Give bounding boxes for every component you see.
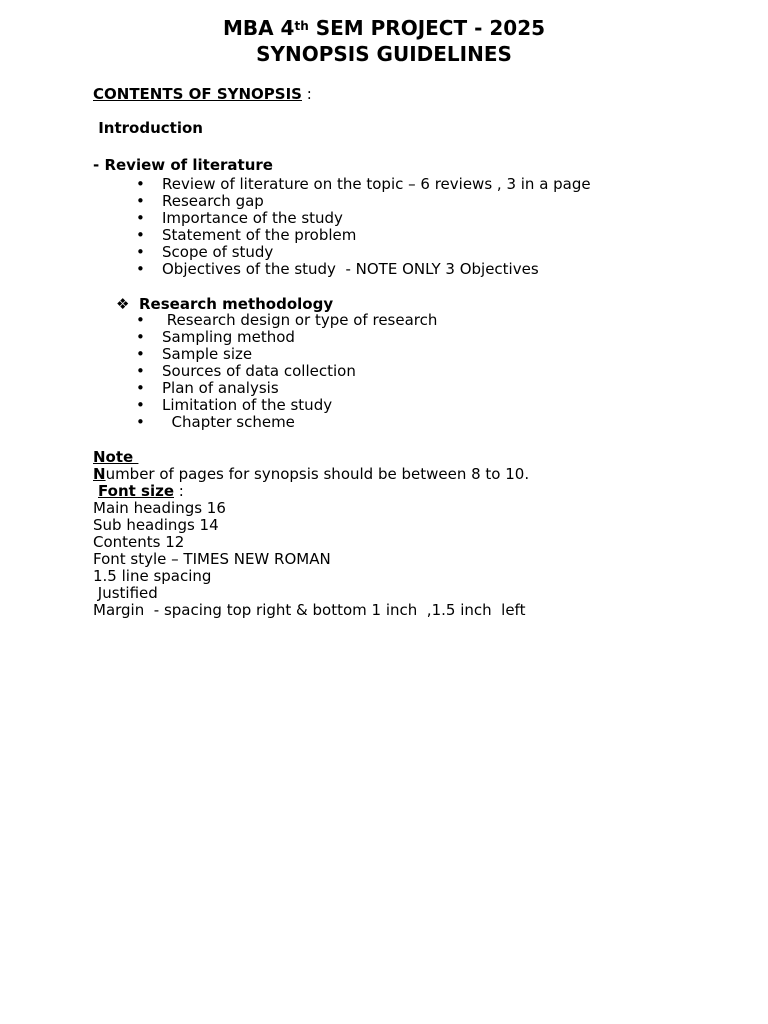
methodology-item-text: Sources of data collection: [162, 362, 356, 380]
introduction-heading: Introduction: [93, 119, 203, 137]
contents-heading: CONTENTS OF SYNOPSIS: [93, 85, 302, 103]
methodology-item: [136, 329, 295, 346]
font-size-heading-row: [98, 483, 184, 500]
format-line: Main headings 16: [93, 499, 226, 517]
note-pages-line: [93, 466, 529, 483]
methodology-item-text: Limitation of the study: [162, 396, 333, 414]
bullet-icon: •: [136, 311, 145, 329]
methodology-item: [136, 397, 332, 414]
bullet-icon: •: [136, 175, 145, 193]
review-item: [136, 210, 343, 227]
bullet-icon: •: [136, 396, 145, 414]
review-item-text: Objectives of the study - NOTE ONLY 3 Objectives: [162, 260, 539, 278]
review-item-text: Statement of the problem: [162, 226, 357, 244]
format-line: Sub headings 14: [93, 516, 219, 534]
title-prefix: MBA 4: [222, 16, 295, 40]
format-line: Margin - spacing top right & bottom 1 inch ,1.5 inch left: [93, 601, 526, 619]
note-pages-initial: N: [93, 465, 106, 483]
review-item: [136, 261, 539, 278]
review-item: [136, 244, 273, 261]
review-item-text: Scope of study: [162, 243, 274, 261]
methodology-item-text: Chapter scheme: [162, 413, 295, 431]
methodology-item-text: Research design or type of research: [162, 311, 438, 329]
format-line: Contents 12: [93, 533, 185, 551]
note-pages-text: umber of pages for synopsis should be between 8 to 10.: [105, 465, 530, 483]
format-line: Justified: [93, 584, 158, 602]
note-heading: Note: [93, 448, 139, 466]
contents-heading-row: [93, 86, 312, 103]
format-line: Font style – TIMES NEW ROMAN: [93, 550, 331, 568]
font-size-heading-suffix: :: [174, 482, 184, 500]
format-line: 1.5 line spacing: [93, 567, 212, 585]
methodology-item: [136, 363, 356, 380]
methodology-item-text: Sample size: [162, 345, 253, 363]
document-title-line2: SYNOPSIS GUIDELINES: [256, 42, 512, 66]
title-superscript: th: [294, 19, 309, 33]
bullet-icon: •: [136, 192, 145, 210]
review-item-text: Review of literature on the topic – 6 reviews , 3 in a page: [162, 175, 591, 193]
methodology-item-text: Plan of analysis: [162, 379, 279, 397]
review-item: [136, 193, 264, 210]
review-item: [136, 176, 591, 193]
bullet-icon: •: [136, 362, 145, 380]
bullet-icon: •: [136, 379, 145, 397]
bullet-icon: •: [136, 243, 145, 261]
methodology-item: [136, 312, 437, 329]
diamond-bullet-icon: ❖: [116, 295, 130, 313]
bullet-icon: •: [136, 413, 145, 431]
methodology-item-text: Sampling method: [162, 328, 295, 346]
document-title-line1: [0, 15, 768, 41]
review-item: [136, 227, 356, 244]
bullet-icon: •: [136, 226, 145, 244]
bullet-icon: •: [136, 328, 145, 346]
methodology-item: [136, 414, 295, 431]
methodology-item: [136, 380, 279, 397]
font-size-heading: Font size: [98, 482, 174, 500]
methodology-item: [136, 346, 252, 363]
bullet-icon: •: [136, 260, 145, 278]
review-heading: - Review of literature: [93, 156, 273, 174]
review-item-text: Importance of the study: [162, 209, 343, 227]
methodology-heading: Research methodology: [139, 295, 334, 313]
review-item-text: Research gap: [162, 192, 264, 210]
contents-heading-suffix: :: [301, 85, 312, 103]
title-suffix: SEM PROJECT - 2025: [308, 16, 546, 40]
bullet-icon: •: [136, 345, 145, 363]
bullet-icon: •: [136, 209, 145, 227]
